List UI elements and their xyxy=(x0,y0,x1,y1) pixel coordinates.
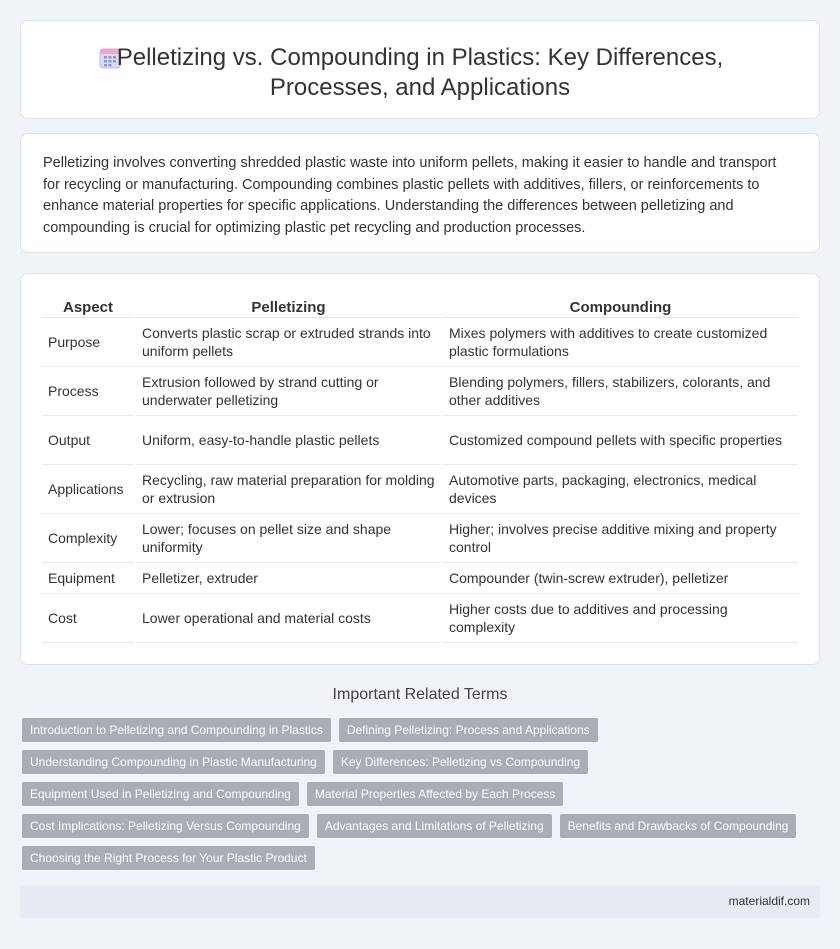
cell-compounding: Higher costs due to additives and processing complexity xyxy=(442,593,798,642)
table-row xyxy=(42,513,798,562)
cell-compounding: Higher; involves precise additive mixing and property control xyxy=(442,513,798,562)
cell-pelletizing: Lower; focuses on pellet size and shape uniformity xyxy=(135,513,442,562)
cell-compounding: Mixes polymers with additives to create customized plastic formulations xyxy=(442,317,798,366)
intro-card xyxy=(20,133,820,253)
table-row xyxy=(42,562,798,593)
header-compounding: Compounding xyxy=(442,295,798,317)
cell-aspect: Equipment xyxy=(42,562,135,593)
related-tag[interactable]: Understanding Compounding in Plastic Manufacturing xyxy=(22,750,325,774)
footer-site-link[interactable]: materialdif.com xyxy=(728,894,810,908)
related-tag[interactable]: Advantages and Limitations of Pelletizing xyxy=(317,814,552,838)
cell-compounding: Automotive parts, packaging, electronics, medical devices xyxy=(442,464,798,513)
related-tag[interactable]: Choosing the Right Process for Your Plastic Product xyxy=(22,846,315,870)
comparison-table-card xyxy=(20,273,820,665)
related-terms-tags xyxy=(22,718,812,878)
related-tag[interactable]: Benefits and Drawbacks of Compounding xyxy=(560,814,797,838)
comparison-table xyxy=(42,295,798,643)
cell-compounding: Compounder (twin-screw extruder), pelletizer xyxy=(442,562,798,593)
related-tag[interactable]: Introduction to Pelletizing and Compounding in Plastics xyxy=(22,718,331,742)
cell-aspect: Complexity xyxy=(42,513,135,562)
cell-pelletizing: Lower operational and material costs xyxy=(135,593,442,642)
header-card xyxy=(20,20,820,119)
cell-pelletizing: Pelletizer, extruder xyxy=(135,562,442,593)
related-tag[interactable]: Material Properties Affected by Each Process xyxy=(307,782,564,806)
page-title: Pelletizing vs. Compounding in Plastics: Key Differences, Processes, and Applications xyxy=(116,44,724,101)
table-row xyxy=(42,366,798,415)
cell-compounding: Blending polymers, fillers, stabilizers, colorants, and other additives xyxy=(442,366,798,415)
header-pelletizing: Pelletizing xyxy=(135,295,442,317)
table-row xyxy=(42,464,798,513)
cell-pelletizing: Recycling, raw material preparation for molding or extrusion xyxy=(135,464,442,513)
footer xyxy=(20,885,820,918)
related-tag[interactable]: Cost Implications: Pelletizing Versus Compounding xyxy=(22,814,309,838)
cell-pelletizing: Uniform, easy-to-handle plastic pellets xyxy=(135,415,442,464)
cell-compounding: Customized compound pellets with specific properties xyxy=(442,415,798,464)
table-row xyxy=(42,593,798,642)
related-tag[interactable]: Key Differences: Pelletizing vs Compounding xyxy=(333,750,588,774)
cell-aspect: Output xyxy=(42,415,135,464)
cell-aspect: Purpose xyxy=(42,317,135,366)
intro-paragraph: Pelletizing involves converting shredded plastic waste into uniform pellets, making it easier to handle and transport for recycling or manufacturing. Compounding combines plastic pellets with additives, fillers, or reinforcements to enhance material properties for specific applications. Understanding the differences between pelletizing and compounding is crucial for optimizing plastic pet recycling and production processes. xyxy=(43,155,777,236)
table-row xyxy=(42,415,798,464)
table-row xyxy=(42,317,798,366)
cell-aspect: Applications xyxy=(42,464,135,513)
cell-pelletizing: Converts plastic scrap or extruded strands into uniform pellets xyxy=(135,317,442,366)
cell-pelletizing: Extrusion followed by strand cutting or underwater pelletizing xyxy=(135,366,442,415)
cell-aspect: Cost xyxy=(42,593,135,642)
related-tag[interactable]: Equipment Used in Pelletizing and Compounding xyxy=(22,782,299,806)
related-tag[interactable]: Defining Pelletizing: Process and Applications xyxy=(339,718,598,742)
cell-aspect: Process xyxy=(42,366,135,415)
related-terms-title: Important Related Terms xyxy=(332,686,508,703)
header-aspect: Aspect xyxy=(42,295,135,317)
